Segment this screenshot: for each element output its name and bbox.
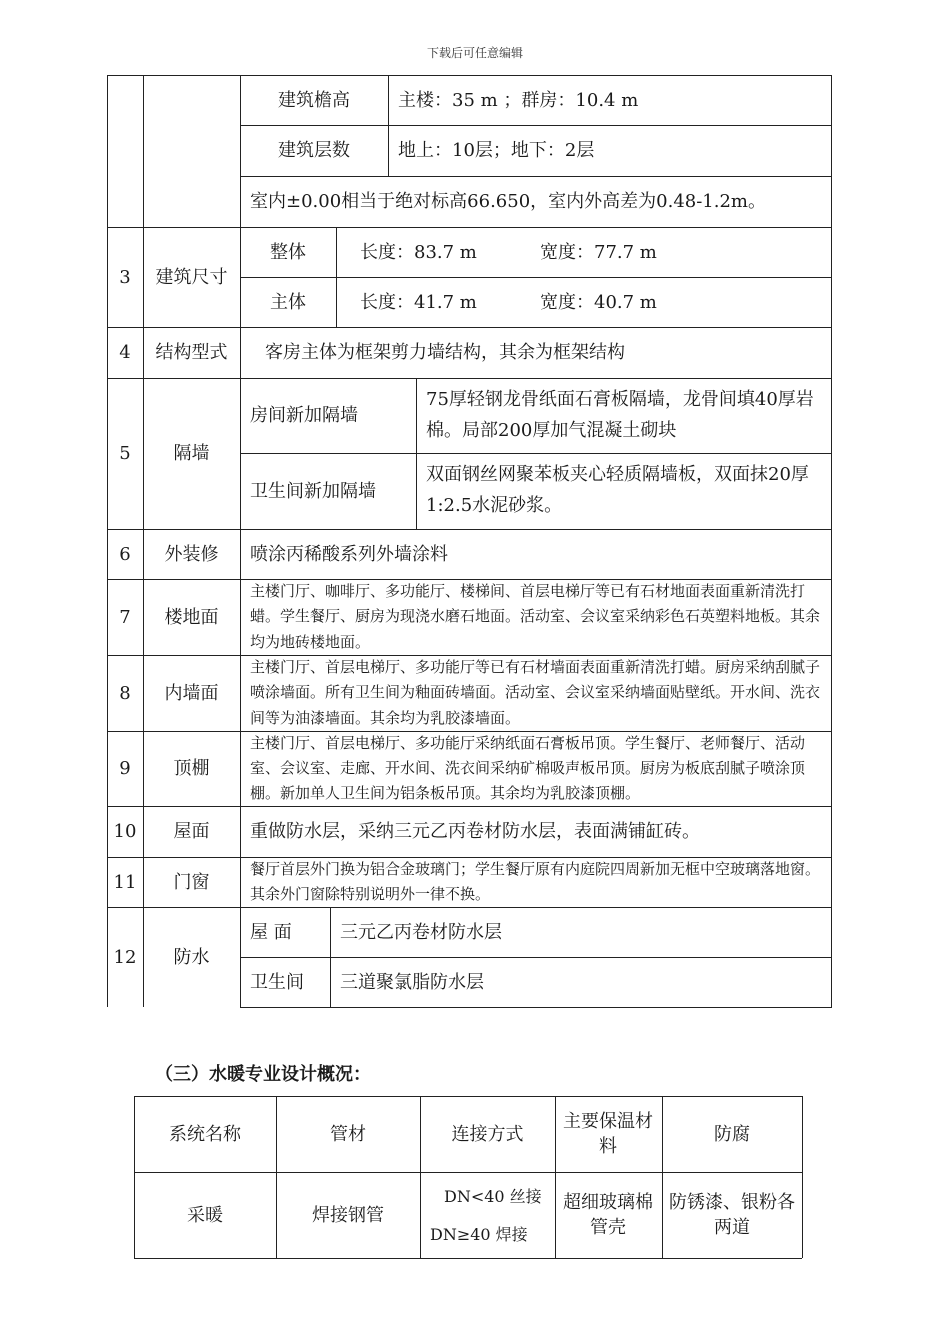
header-connection: 连接方式 [451, 1123, 524, 1145]
system-value: 采暖 [187, 1204, 223, 1226]
row-number: 4 [119, 342, 131, 363]
connection-1-value: DN<40 丝接 [444, 1187, 542, 1206]
doors-windows-value: 餐厅首层外门换为铝合金玻璃门；学生餐厅原有内庭院四周新加无框中空玻璃落地窗。其余外门窗除特别说明外一律不换。 [250, 859, 821, 903]
waterproof-label: 防水 [173, 946, 210, 968]
row-number: 9 [119, 758, 131, 779]
main-size-label: 主体 [270, 291, 306, 313]
main-width: 宽度：40.7 m [540, 291, 657, 313]
header-note: 下载后可任意编辑 [426, 46, 523, 60]
row-number: 12 [113, 946, 137, 968]
row-number: 5 [119, 443, 131, 464]
pipe-value: 焊接钢管 [312, 1204, 384, 1226]
roof-waterproof-value: 三元乙丙卷材防水层 [340, 921, 502, 943]
main-length: 长度：41.7 m [360, 291, 477, 313]
room-partition-value: 75厚轻钢龙骨纸面石膏板隔墙，龙骨间填40厚岩棉。局部200厚加气混凝土砌块 [426, 388, 814, 441]
interior-wall-value: 主楼门厅、首层电梯厅、多功能厅等已有石材墙面表面重新清洗打蜡。厨房采纳刮腻子喷涂墙面。所有卫生间为釉面砖墙面。活动室、会议室采纳墙面贴壁纸。开水间、洗衣间等为油漆墙面。其余均为乳胶漆墙面。 [250, 658, 821, 727]
building-floors-label: 建筑层数 [278, 140, 350, 161]
roof-waterproof-label: 屋 面 [250, 921, 292, 943]
building-eave-height-label: 建筑檐高 [278, 89, 350, 111]
header-anticorrosion: 防腐 [714, 1123, 750, 1145]
room-partition-label: 房间新加隔墙 [250, 405, 358, 426]
row-number: 7 [119, 606, 131, 628]
elevation-note: 室内±0.00相当于绝对标高66.650，室内外高差为0.48-1.2m。 [250, 191, 766, 212]
header-system-name: 系统名称 [169, 1123, 241, 1145]
interior-wall-label: 内墙面 [164, 682, 219, 704]
row-number: 11 [113, 871, 137, 893]
overall-length: 长度：83.7 m [360, 241, 477, 263]
building-eave-height-value: 主楼：35 m ；群房：10.4 m [398, 89, 639, 111]
doors-windows-label: 门窗 [173, 871, 210, 893]
row-number: 8 [119, 682, 131, 704]
row-number: 3 [119, 266, 131, 288]
overall-size-label: 整体 [270, 241, 306, 263]
insulation-value: 超细玻璃棉管壳 [563, 1191, 653, 1238]
anticorrosion-value: 防锈漆、银粉各两道 [669, 1191, 795, 1238]
overall-width: 宽度：77.7 m [540, 241, 657, 263]
toilet-waterproof-value: 三道聚氯脂防水层 [340, 971, 484, 993]
roof-label: 屋面 [173, 821, 210, 842]
ceiling-label: 顶棚 [173, 758, 210, 779]
header-pipe: 管材 [330, 1123, 366, 1145]
structure-type-value: 客房主体为框架剪力墙结构，其余为框架结构 [265, 342, 625, 363]
building-floors-value: 地上：10层；地下：2层 [398, 140, 595, 161]
header-insulation: 主要保温材料 [563, 1110, 653, 1157]
floor-finish-value: 主楼门厅、咖啡厅、多功能厅、楼梯间、首层电梯厅等已有石材地面表面重新清洗打蜡。学生餐厅、厨房为现浇水磨石地面。活动室、会议室采纳彩色石英塑料地板。其余均为地砖楼地面。 [250, 582, 821, 651]
toilet-waterproof-label: 卫生间 [250, 971, 304, 993]
exterior-finish-label: 外装修 [164, 543, 219, 565]
exterior-finish-value: 喷涂丙稀酸系列外墙涂料 [250, 543, 448, 565]
toilet-partition-label: 卫生间新加隔墙 [250, 480, 376, 502]
toilet-partition-value: 双面钢丝网聚苯板夹心轻质隔墙板，双面抹20厚1:2.5水泥砂浆。 [426, 464, 809, 516]
partition-label: 隔墙 [173, 443, 210, 464]
floor-finish-label: 楼地面 [164, 606, 219, 628]
structure-type-label: 结构型式 [155, 342, 228, 363]
row-number: 10 [113, 821, 137, 842]
connection-2-value: DN≥40 焊接 [430, 1225, 528, 1244]
row-number: 6 [119, 543, 131, 565]
section-title: （三）水暖专业设计概况： [155, 1064, 371, 1085]
ceiling-value: 主楼门厅、首层电梯厅、多功能厅采纳纸面石膏板吊顶。学生餐厅、老师餐厅、活动室、会议室、走廊、开水间、洗衣间采纳矿棉吸声板吊顶。厨房为板底刮腻子喷涂顶棚。新加单人卫生间为铝条板吊顶。其余均为乳胶漆顶棚。 [250, 733, 806, 803]
building-size-label: 建筑尺寸 [155, 266, 228, 288]
roof-value: 重做防水层，采纳三元乙丙卷材防水层，表面满铺缸砖。 [250, 821, 700, 842]
